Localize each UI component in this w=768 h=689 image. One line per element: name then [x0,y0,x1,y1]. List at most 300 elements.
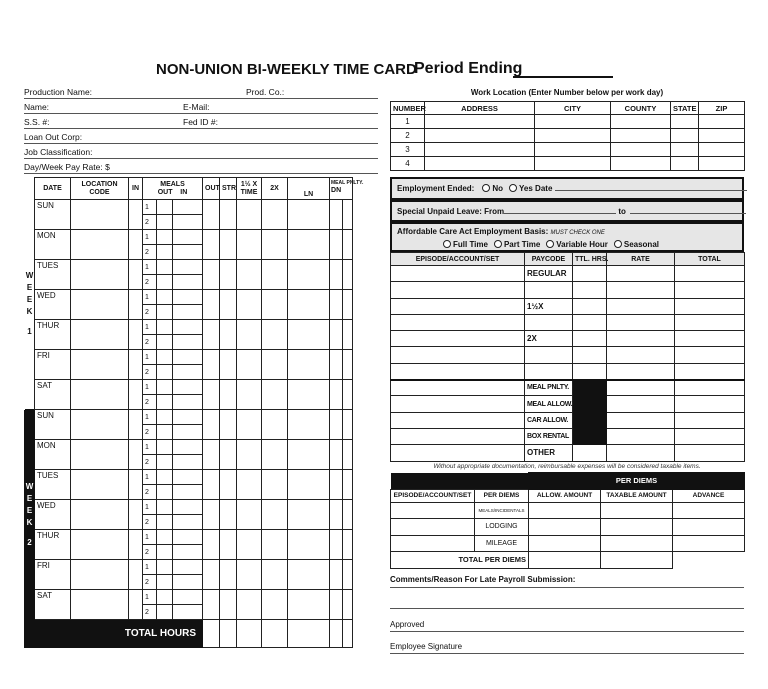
total-hours-cell[interactable] [573,314,607,330]
account-cell[interactable] [391,363,525,379]
leave-from-field[interactable] [504,213,616,214]
str-cell[interactable] [220,440,237,470]
dn-cell[interactable] [343,470,353,500]
rate-cell[interactable] [607,412,675,428]
dn-cell[interactable] [343,260,353,290]
work-location-cell[interactable] [611,129,671,143]
str-cell[interactable] [220,590,237,620]
in-cell[interactable] [129,350,143,380]
x15-cell[interactable] [237,440,262,470]
rate-cell[interactable] [607,363,675,379]
str-cell[interactable] [220,470,237,500]
meal-in-cell[interactable] [173,485,203,500]
meal-in-cell[interactable] [173,500,203,515]
account-cell[interactable] [391,445,525,461]
work-location-cell[interactable] [671,129,699,143]
meal-in-cell[interactable] [173,395,203,410]
dn-cell[interactable] [343,440,353,470]
per-diem-type: MEALS/INCIDENTALS [475,502,529,519]
meal-out-cell[interactable] [157,545,173,560]
meal-penalty-cell[interactable] [330,200,343,230]
employment-date-field[interactable] [555,190,747,191]
in-cell[interactable] [129,560,143,590]
out-cell[interactable] [203,380,220,410]
str-cell[interactable] [220,380,237,410]
meal-penalty-cell[interactable] [330,320,343,350]
str-cell[interactable] [220,530,237,560]
meal-out-cell[interactable] [157,440,173,455]
total-out-cell[interactable] [203,620,220,648]
yes-radio[interactable] [509,184,517,192]
ln-cell[interactable] [288,230,330,260]
paycode-cell: OTHER [525,445,573,461]
location-code-cell[interactable] [71,260,129,290]
work-location-cell[interactable] [535,157,611,171]
dn-cell[interactable] [343,290,353,320]
meal-out-cell[interactable] [157,470,173,485]
account-cell[interactable] [391,412,525,428]
meal-out-cell[interactable] [157,425,173,440]
production-name-field[interactable]: Production Name: Prod. Co.: [24,86,378,99]
out-cell[interactable] [203,590,220,620]
ln-cell[interactable] [288,320,330,350]
location-number: 4 [391,157,425,171]
meal-out-cell[interactable] [157,230,173,245]
account-cell[interactable] [391,266,525,282]
total-cell[interactable] [675,298,745,314]
x2-cell[interactable] [262,440,288,470]
x2-cell[interactable] [262,290,288,320]
in-cell[interactable] [129,530,143,560]
x2-cell[interactable] [262,410,288,440]
meal-out-cell[interactable] [157,605,173,620]
work-location-cell[interactable] [611,143,671,157]
per-diem-amount-cell[interactable] [673,519,745,536]
location-code-cell[interactable] [71,290,129,320]
in-cell[interactable] [129,590,143,620]
in-cell[interactable] [129,230,143,260]
meal-out-cell[interactable] [157,455,173,470]
total-meal-penalty-cell[interactable] [330,620,343,648]
total-cell[interactable] [675,380,745,396]
ln-cell[interactable] [288,200,330,230]
meal-out-cell[interactable] [157,305,173,320]
rate-cell[interactable] [607,380,675,396]
in-cell[interactable] [129,410,143,440]
location-code-cell[interactable] [71,590,129,620]
x15-cell[interactable] [237,320,262,350]
total-cell[interactable] [675,445,745,461]
ln-cell[interactable] [288,260,330,290]
work-location-cell[interactable] [671,115,699,129]
leave-to-field[interactable] [630,213,746,214]
ln-cell[interactable] [288,380,330,410]
str-cell[interactable] [220,350,237,380]
out-cell[interactable] [203,440,220,470]
account-cell[interactable] [391,282,525,298]
meal-penalty-cell[interactable] [330,440,343,470]
loan-out-field[interactable]: Loan Out Corp: [24,131,378,144]
meal-out-cell[interactable] [157,590,173,605]
out-cell[interactable] [203,230,220,260]
total-cell[interactable] [675,282,745,298]
ss-field[interactable]: S.S. #: Fed ID #: [24,116,378,129]
rate-cell[interactable] [607,298,675,314]
ln-cell[interactable] [288,440,330,470]
pay-row [391,314,745,330]
account-cell[interactable] [391,314,525,330]
account-cell[interactable] [391,428,525,444]
x15-cell[interactable] [237,530,262,560]
day-sat: SAT [35,380,71,410]
meal-out-cell[interactable] [157,485,173,500]
dn-cell[interactable] [343,410,353,440]
meal-in-cell[interactable] [173,245,203,260]
meal-in-cell[interactable] [173,230,203,245]
work-location-cell[interactable] [535,143,611,157]
location-code-cell[interactable] [71,230,129,260]
out-cell[interactable] [203,500,220,530]
work-location-cell[interactable] [425,157,535,171]
meal-in-cell[interactable] [173,410,203,425]
total-cell[interactable] [675,412,745,428]
meal-penalty-cell[interactable] [330,530,343,560]
meal-in-cell[interactable] [173,605,203,620]
ln-cell[interactable] [288,560,330,590]
dn-cell[interactable] [343,590,353,620]
meal-out-cell[interactable] [157,560,173,575]
aca-full-time-radio[interactable] [443,240,451,248]
meal-penalty-cell[interactable] [330,590,343,620]
work-location-cell[interactable] [699,129,745,143]
total-hours-cell[interactable] [573,445,607,461]
str-cell[interactable] [220,500,237,530]
meal-out-cell[interactable] [157,395,173,410]
x15-cell[interactable] [237,590,262,620]
per-diem-amount-cell[interactable] [601,535,673,552]
out-cell[interactable] [203,200,220,230]
x2-cell[interactable] [262,200,288,230]
x2-cell[interactable] [262,320,288,350]
paycode-cell: 2X [525,331,573,347]
meal-out-cell[interactable] [157,290,173,305]
meal-in-cell[interactable] [173,560,203,575]
rate-cell[interactable] [607,331,675,347]
total-cell[interactable] [675,266,745,282]
meal-in-cell[interactable] [173,455,203,470]
x15-cell[interactable] [237,260,262,290]
meal-out-cell[interactable] [157,365,173,380]
meal-in-cell[interactable] [173,365,203,380]
meal-out-cell[interactable] [157,380,173,395]
dn-cell[interactable] [343,530,353,560]
out-cell[interactable] [203,350,220,380]
meal-out-cell[interactable] [157,530,173,545]
meal-penalty-cell[interactable] [330,230,343,260]
x2-cell[interactable] [262,380,288,410]
x2-cell[interactable] [262,530,288,560]
aca-option-label: Full Time [453,240,488,249]
x2-cell[interactable] [262,260,288,290]
in-cell[interactable] [129,260,143,290]
meal-penalty-cell[interactable] [330,470,343,500]
in-cell[interactable] [129,320,143,350]
per-diem-amount-cell[interactable] [529,519,601,536]
total-x15-cell[interactable] [237,620,262,648]
location-code-cell[interactable] [71,530,129,560]
period-ending-field[interactable] [513,76,613,78]
meal-number: 2 [143,455,157,470]
x15-cell[interactable] [237,560,262,590]
str-cell[interactable] [220,560,237,590]
in-cell[interactable] [129,380,143,410]
dn-cell[interactable] [343,560,353,590]
total-x2-cell[interactable] [262,620,288,648]
meal-in-cell[interactable] [173,590,203,605]
per-diem-amount-cell[interactable] [529,502,601,519]
work-location-cell[interactable] [535,115,611,129]
no-radio[interactable] [482,184,490,192]
meal-penalty-cell[interactable] [330,410,343,440]
total-str-cell[interactable] [220,620,237,648]
meal-in-cell[interactable] [173,380,203,395]
out-cell[interactable] [203,470,220,500]
ln-cell[interactable] [288,470,330,500]
location-code-cell[interactable] [71,380,129,410]
meal-out-cell[interactable] [157,245,173,260]
account-cell[interactable] [391,535,475,552]
meal-number: 1 [143,410,157,425]
total-cell[interactable] [675,363,745,379]
account-cell[interactable] [391,396,525,412]
meal-out-cell[interactable] [157,275,173,290]
out-cell[interactable] [203,320,220,350]
approved-field[interactable]: Approved [390,618,744,632]
work-location-cell[interactable] [699,143,745,157]
account-cell[interactable] [391,519,475,536]
pay-rate-field[interactable]: Day/Week Pay Rate: $ [24,161,378,174]
x2-cell[interactable] [262,560,288,590]
employee-signature-field[interactable]: Employee Signature [390,640,744,654]
total-cell[interactable] [675,314,745,330]
total-dn-cell[interactable] [343,620,353,648]
total-per-diems-cell[interactable] [529,552,601,569]
work-location-cell[interactable] [425,143,535,157]
rate-cell[interactable] [607,347,675,363]
x15-cell[interactable] [237,290,262,320]
per-diem-amount-cell[interactable] [673,535,745,552]
total-cell[interactable] [675,428,745,444]
meal-in-cell[interactable] [173,290,203,305]
location-code-cell[interactable] [71,410,129,440]
in-cell[interactable] [129,470,143,500]
x2-cell[interactable] [262,470,288,500]
x2-cell[interactable] [262,500,288,530]
meal-out-cell[interactable] [157,500,173,515]
str-cell[interactable] [220,290,237,320]
str-cell[interactable] [220,410,237,440]
meal-in-cell[interactable] [173,305,203,320]
meal-out-cell[interactable] [157,350,173,365]
work-location-cell[interactable] [671,157,699,171]
out-cell[interactable] [203,290,220,320]
x2-cell[interactable] [262,230,288,260]
rate-cell[interactable] [607,445,675,461]
per-diem-amount-cell[interactable] [601,519,673,536]
comments-field[interactable] [390,595,744,609]
name-field[interactable]: Name: E-Mail: [24,101,378,114]
meal-in-cell[interactable] [173,260,203,275]
rate-cell[interactable] [607,314,675,330]
pay-header: RATE [607,253,675,266]
total-hours-cell[interactable] [573,298,607,314]
in-cell[interactable] [129,290,143,320]
meal-in-cell[interactable] [173,200,203,215]
location-code-cell[interactable] [71,470,129,500]
x15-cell[interactable] [237,410,262,440]
in-cell[interactable] [129,200,143,230]
str-cell[interactable] [220,320,237,350]
work-location-cell[interactable] [699,157,745,171]
meal-in-cell[interactable] [173,275,203,290]
location-code-cell[interactable] [71,500,129,530]
ln-cell[interactable] [288,410,330,440]
dn-cell[interactable] [343,230,353,260]
meal-penalty-cell[interactable] [330,290,343,320]
total-cell[interactable] [675,347,745,363]
meal-out-cell[interactable] [157,515,173,530]
x2-cell[interactable] [262,590,288,620]
location-code-cell[interactable] [71,200,129,230]
meal-out-cell[interactable] [157,320,173,335]
total-hours-cell[interactable] [573,282,607,298]
work-location-cell[interactable] [611,115,671,129]
x15-cell[interactable] [237,470,262,500]
meal-penalty-cell[interactable] [330,350,343,380]
meal-in-cell[interactable] [173,545,203,560]
str-cell[interactable] [220,200,237,230]
work-location-cell[interactable] [671,143,699,157]
out-cell[interactable] [203,410,220,440]
rate-cell[interactable] [607,282,675,298]
date-header: DATE [35,178,71,200]
meal-out-cell[interactable] [157,260,173,275]
meal-out-cell[interactable] [157,410,173,425]
aca-part-time-radio[interactable] [494,240,502,248]
meal-out-cell[interactable] [157,200,173,215]
per-diem-amount-cell[interactable] [601,502,673,519]
account-cell[interactable] [391,380,525,396]
aca-seasonal-radio[interactable] [614,240,622,248]
job-classification-field[interactable]: Job Classification: [24,146,378,159]
meal-penalty-cell[interactable] [330,500,343,530]
account-cell[interactable] [391,331,525,347]
account-cell[interactable] [391,347,525,363]
meal-in-cell[interactable] [173,335,203,350]
meal-in-cell[interactable] [173,215,203,230]
dn-cell[interactable] [343,320,353,350]
meal-out-cell[interactable] [157,215,173,230]
in-cell[interactable] [129,500,143,530]
account-cell[interactable] [391,502,475,519]
rate-cell[interactable] [607,396,675,412]
work-location-cell[interactable] [535,129,611,143]
meal-in-cell[interactable] [173,470,203,485]
x15-cell[interactable] [237,500,262,530]
meal-in-cell[interactable] [173,425,203,440]
work-location-cell[interactable] [611,157,671,171]
meal-penalty-cell[interactable] [330,380,343,410]
total-cell[interactable] [675,331,745,347]
meal-penalty-cell[interactable] [330,560,343,590]
out-cell[interactable] [203,530,220,560]
per-diem-amount-cell[interactable] [529,535,601,552]
meal-out-cell[interactable] [157,575,173,590]
total-cell[interactable] [675,396,745,412]
meal-in-cell[interactable] [173,515,203,530]
dn-cell[interactable] [343,380,353,410]
rate-cell[interactable] [607,266,675,282]
out-cell[interactable] [203,260,220,290]
location-code-cell[interactable] [71,320,129,350]
meal-penalty-cell[interactable] [330,260,343,290]
dn-cell[interactable] [343,350,353,380]
total-hours-cell[interactable] [573,266,607,282]
aca-variable-hour-radio[interactable] [546,240,554,248]
per-diem-amount-cell[interactable] [673,502,745,519]
total-hours-cell[interactable] [573,347,607,363]
account-cell[interactable] [391,298,525,314]
x15-cell[interactable] [237,200,262,230]
total-hours-cell[interactable] [573,363,607,379]
x15-cell[interactable] [237,230,262,260]
ln-cell[interactable] [288,590,330,620]
meal-in-cell[interactable] [173,530,203,545]
x15-cell[interactable] [237,350,262,380]
pay-row [391,331,745,347]
meal-in-cell[interactable] [173,350,203,365]
meal-in-cell[interactable] [173,440,203,455]
total-ln-cell[interactable] [288,620,330,648]
work-location-cell[interactable] [425,129,535,143]
str-cell[interactable] [220,230,237,260]
meal-in-cell[interactable] [173,575,203,590]
meal-out-cell[interactable] [157,335,173,350]
dn-cell[interactable] [343,500,353,530]
ln-cell[interactable] [288,530,330,560]
out-cell[interactable] [203,560,220,590]
total-per-diems-cell[interactable] [601,552,673,569]
location-code-cell[interactable] [71,560,129,590]
ln-cell[interactable] [288,350,330,380]
location-code-cell[interactable] [71,440,129,470]
rate-cell[interactable] [607,428,675,444]
spacer [353,230,379,260]
dn-cell[interactable] [343,200,353,230]
location-code-cell[interactable] [71,350,129,380]
ln-cell[interactable] [288,500,330,530]
total-hours-cell[interactable] [573,331,607,347]
x2-cell[interactable] [262,350,288,380]
ln-cell[interactable] [288,290,330,320]
in-cell[interactable] [129,440,143,470]
work-location-cell[interactable] [425,115,535,129]
meal-in-cell[interactable] [173,320,203,335]
work-location-cell[interactable] [699,115,745,129]
x15-cell[interactable] [237,380,262,410]
str-cell[interactable] [220,260,237,290]
out-header: OUT [203,178,220,200]
